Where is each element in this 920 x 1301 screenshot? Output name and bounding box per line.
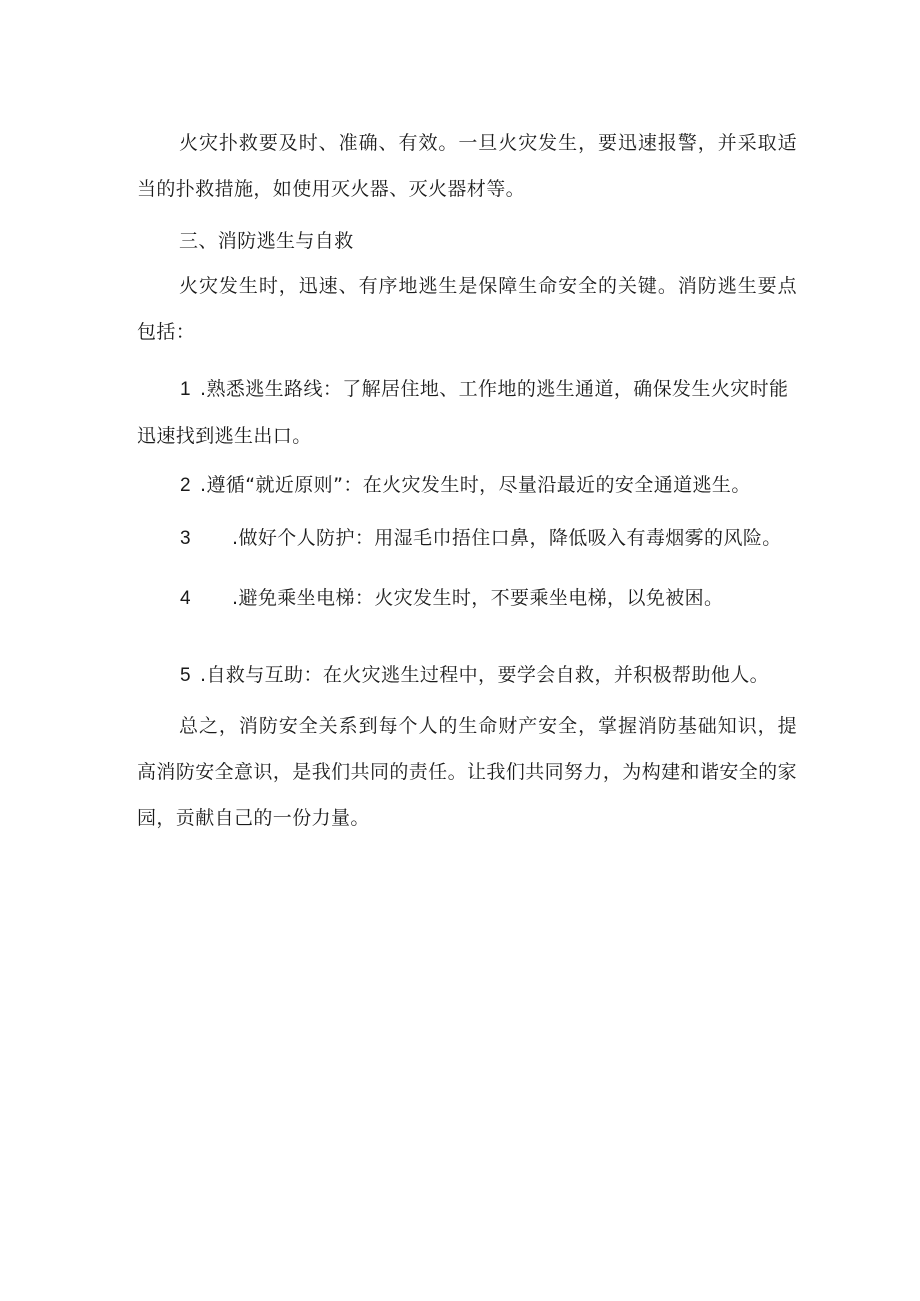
list-item-2 [137,462,797,509]
list-item-text: .做好个人防护：用湿毛巾捂住口鼻，降低吸入有毒烟雾的风险。 [232,527,782,549]
paragraph-fire-fighting: 火灾扑救要及时、准确、有效。一旦火灾发生，要迅速报警，并采取适当的扑救措施，如使用灭火器、灭火器材等。 [137,132,797,200]
list-item-text: .遵循“就近原则”：在火灾发生时，尽量沿最近的安全通道逃生。 [200,474,751,496]
list-item-number: 5 [180,665,191,686]
list-item-number: 3 [180,528,191,549]
paragraph-conclusion: 总之，消防安全关系到每个人的生命财产安全，掌握消防基础知识，提高消防安全意识，是我们共同的责任。让我们共同努力，为构建和谐安全的家园，贡献自己的一份力量。 [137,715,797,829]
list-item-text: .熟悉逃生路线：了解居住地、工作地的逃生通道，确保发生火灾时能迅速找到逃生出口。 [137,378,789,447]
list-item-5 [137,652,797,699]
list-item-4 [137,575,797,622]
list-item-number: 1 [180,379,191,400]
list-item-text: .避免乘坐电梯：火灾发生时，不要乘坐电梯，以免被困。 [232,587,724,609]
section-heading-escape: 三、消防逃生与自救 [179,230,354,252]
list-item-number: 4 [180,588,191,609]
paragraph-escape-intro: 火灾发生时，迅速、有序地逃生是保障生命安全的关键。消防逃生要点包括： [137,275,797,343]
list-item-1 [137,366,797,459]
list-item-3 [137,515,797,562]
list-item-number: 2 [180,475,191,496]
list-item-text: .自救与互助：在火灾逃生过程中，要学会自救，并积极帮助他人。 [200,664,770,686]
